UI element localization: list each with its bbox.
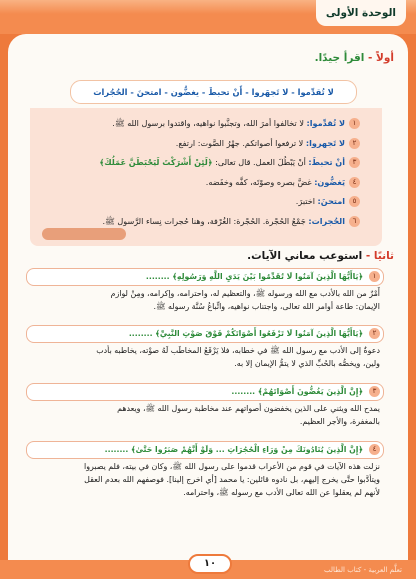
explanation-line: لأنهم لم يعقلوا عن الله تعالى الأدب مع رسوله ﷺ، واحترامه. (183, 488, 380, 497)
section-heading-2-lead: ثانيًا - (365, 250, 394, 262)
definition-text: غضَّ بصره وصوْتَه، كفَّه وخفَضه. (205, 176, 312, 187)
verse-block-3 (26, 383, 384, 428)
definition-item (40, 212, 360, 232)
explanation-line: نزلت هذه الآيات في قوم من الأعراب قدموا على رسول الله ﷺ، وكان في بيته، فلم يصبروا (84, 462, 380, 471)
explanation-line: دعوةٌ إلى الأدب مع رسول الله ﷺ في خطابه، فلا يَرْفَعُ المخاطَب لَهُ صوْته، يخاطبه بأدب (96, 346, 380, 355)
verse-block-2 (26, 325, 384, 370)
explanation-line: ولين، ويخصُّه بالحُبِّ الذي لا يتمُّ الإيمان إلا به. (234, 359, 380, 368)
definition-number: ٤ (349, 177, 360, 188)
section-heading-2-title: استوعب معاني الآيات. (247, 250, 363, 262)
explanation-line: بالمغفرة، والأجر العظيم. (299, 417, 380, 426)
verse-box (26, 268, 384, 286)
verse-explanation (26, 344, 384, 370)
definition-number: ٢ (349, 138, 360, 149)
definition-text: أنْ يَبْطُلَ العمل. قال تعالى: (215, 157, 306, 167)
definition-text: لا تخالفوا أمرَ الله، وتجنَّبوا نواهيه، واقتدوا برسول الله ﷺ. (112, 118, 304, 128)
definition-number: ٥ (349, 196, 360, 207)
explanation-line: الإيمان: طاعة أوامر الله تعالى، واجتناب نواهيه، واتِّباعُ سُنَّة رسوله ﷺ. (153, 302, 380, 311)
definition-term: أنْ تحبطَ: (308, 157, 345, 167)
definitions-list (40, 114, 360, 231)
verse-text: ﴿إِنَّ الَّذِينَ يُنَادُونَكَ مِنْ وَرَاءِ الْحُجُرَاتِ ... وَلَوْ أَنَّهُمْ صَبَرُوا حَتَّىٰ﴾ ........ (104, 445, 363, 454)
definition-term: الحُجرات: (308, 215, 345, 226)
definition-item (40, 173, 360, 193)
verse-number: ٤ (369, 444, 380, 455)
verse-text: ﴿يَاأَيُّهَا الَّذِينَ آمَنُوا لَا تُقَدِّمُوا بَيْنَ يَدَيِ اللَّهِ وَرَسُولِهِ﴾ ........ (145, 272, 363, 281)
verse-text: ﴿يَاأَيُّهَا الَّذِينَ آمَنُوا لَا تَرْفَعُوا أَصْوَاتَكُمْ فَوْقَ صَوْتِ النَّبِيِّ﴾ ........ (128, 329, 363, 338)
verse-explanation (26, 402, 384, 428)
verse-number: ٣ (369, 386, 380, 397)
definition-item (40, 153, 360, 173)
definition-item (40, 192, 360, 212)
definition-quote: ﴿لَئِنْ أَشْرَكْتَ لَيَحْبَطَنَّ عَمَلُكَ﴾ (99, 157, 213, 167)
page-number: ١٠ (188, 554, 232, 574)
vocabulary-bar: لا تُقدِّموا - لا تَجهَروا - أَنْ تحبطَ - يغضُّون - امتحنَ - الحُجُرات (70, 80, 357, 104)
section-heading-1 (315, 52, 394, 64)
section-heading-1-title: اقرأ جيدًا. (314, 52, 365, 64)
verse-text: ﴿إِنَّ الَّذِينَ يَغُضُّونَ أَصْوَاتَهُمْ﴾ ........ (231, 387, 363, 396)
definition-term: لا تَجهروا: (305, 137, 345, 148)
definition-text: اختبرَ. (295, 196, 315, 206)
explanation-line: ويتأدَّبوا حتَّى يخرج إليهم، بل نادوه قائلين: يا محمد [أي اخرج إلينا]. فوصفهم الله بعدم العقل (84, 475, 380, 484)
verse-box (26, 441, 384, 459)
verse-box (26, 383, 384, 401)
verse-explanation (26, 287, 384, 313)
verse-number: ١ (369, 271, 380, 282)
definition-term: لا تُقدِّموا: (306, 118, 345, 128)
definition-term: امتحنَ: (317, 196, 345, 206)
footer-book-title: تعلَّم العربية - كتاب الطالب (324, 566, 402, 574)
explanation-line: أَمْرٌ من الله بالأدب مع الله ورسوله ﷺ، والتعظيم له، واحترامه، وإكرامه، ومِنْ لوازم (110, 289, 380, 298)
verse-number: ٢ (369, 328, 380, 339)
verse-explanation (26, 460, 384, 499)
definition-number: ١ (349, 118, 360, 129)
definition-number: ٦ (349, 216, 360, 227)
definition-term: يَغضُّون: (314, 176, 345, 187)
definition-text: جَمْعُ الحُجْرة. الحُجْرة: الغُرْفة، وهنا حُجرات نِساء الرَّسول ﷺ. (102, 215, 306, 226)
verse-box (26, 325, 384, 343)
verse-block-1 (26, 268, 384, 313)
unit-label: الوحدة الأولى (316, 0, 406, 26)
section-heading-1-lead: أولاً - (368, 52, 394, 64)
definition-item (40, 114, 360, 134)
section-heading-2 (247, 250, 394, 262)
definition-item (40, 134, 360, 154)
explanation-line: يمدح الله ويثني على الذين يخفضون أصواتهم عند مخاطبة رسول الله ﷺ، ويعدهم (117, 404, 380, 413)
definition-text: لا ترفعوا أصواتكم. جهْرُ الصَّوت: ارتفع. (175, 137, 304, 148)
definition-number: ٣ (349, 157, 360, 168)
verse-block-4 (26, 441, 384, 499)
